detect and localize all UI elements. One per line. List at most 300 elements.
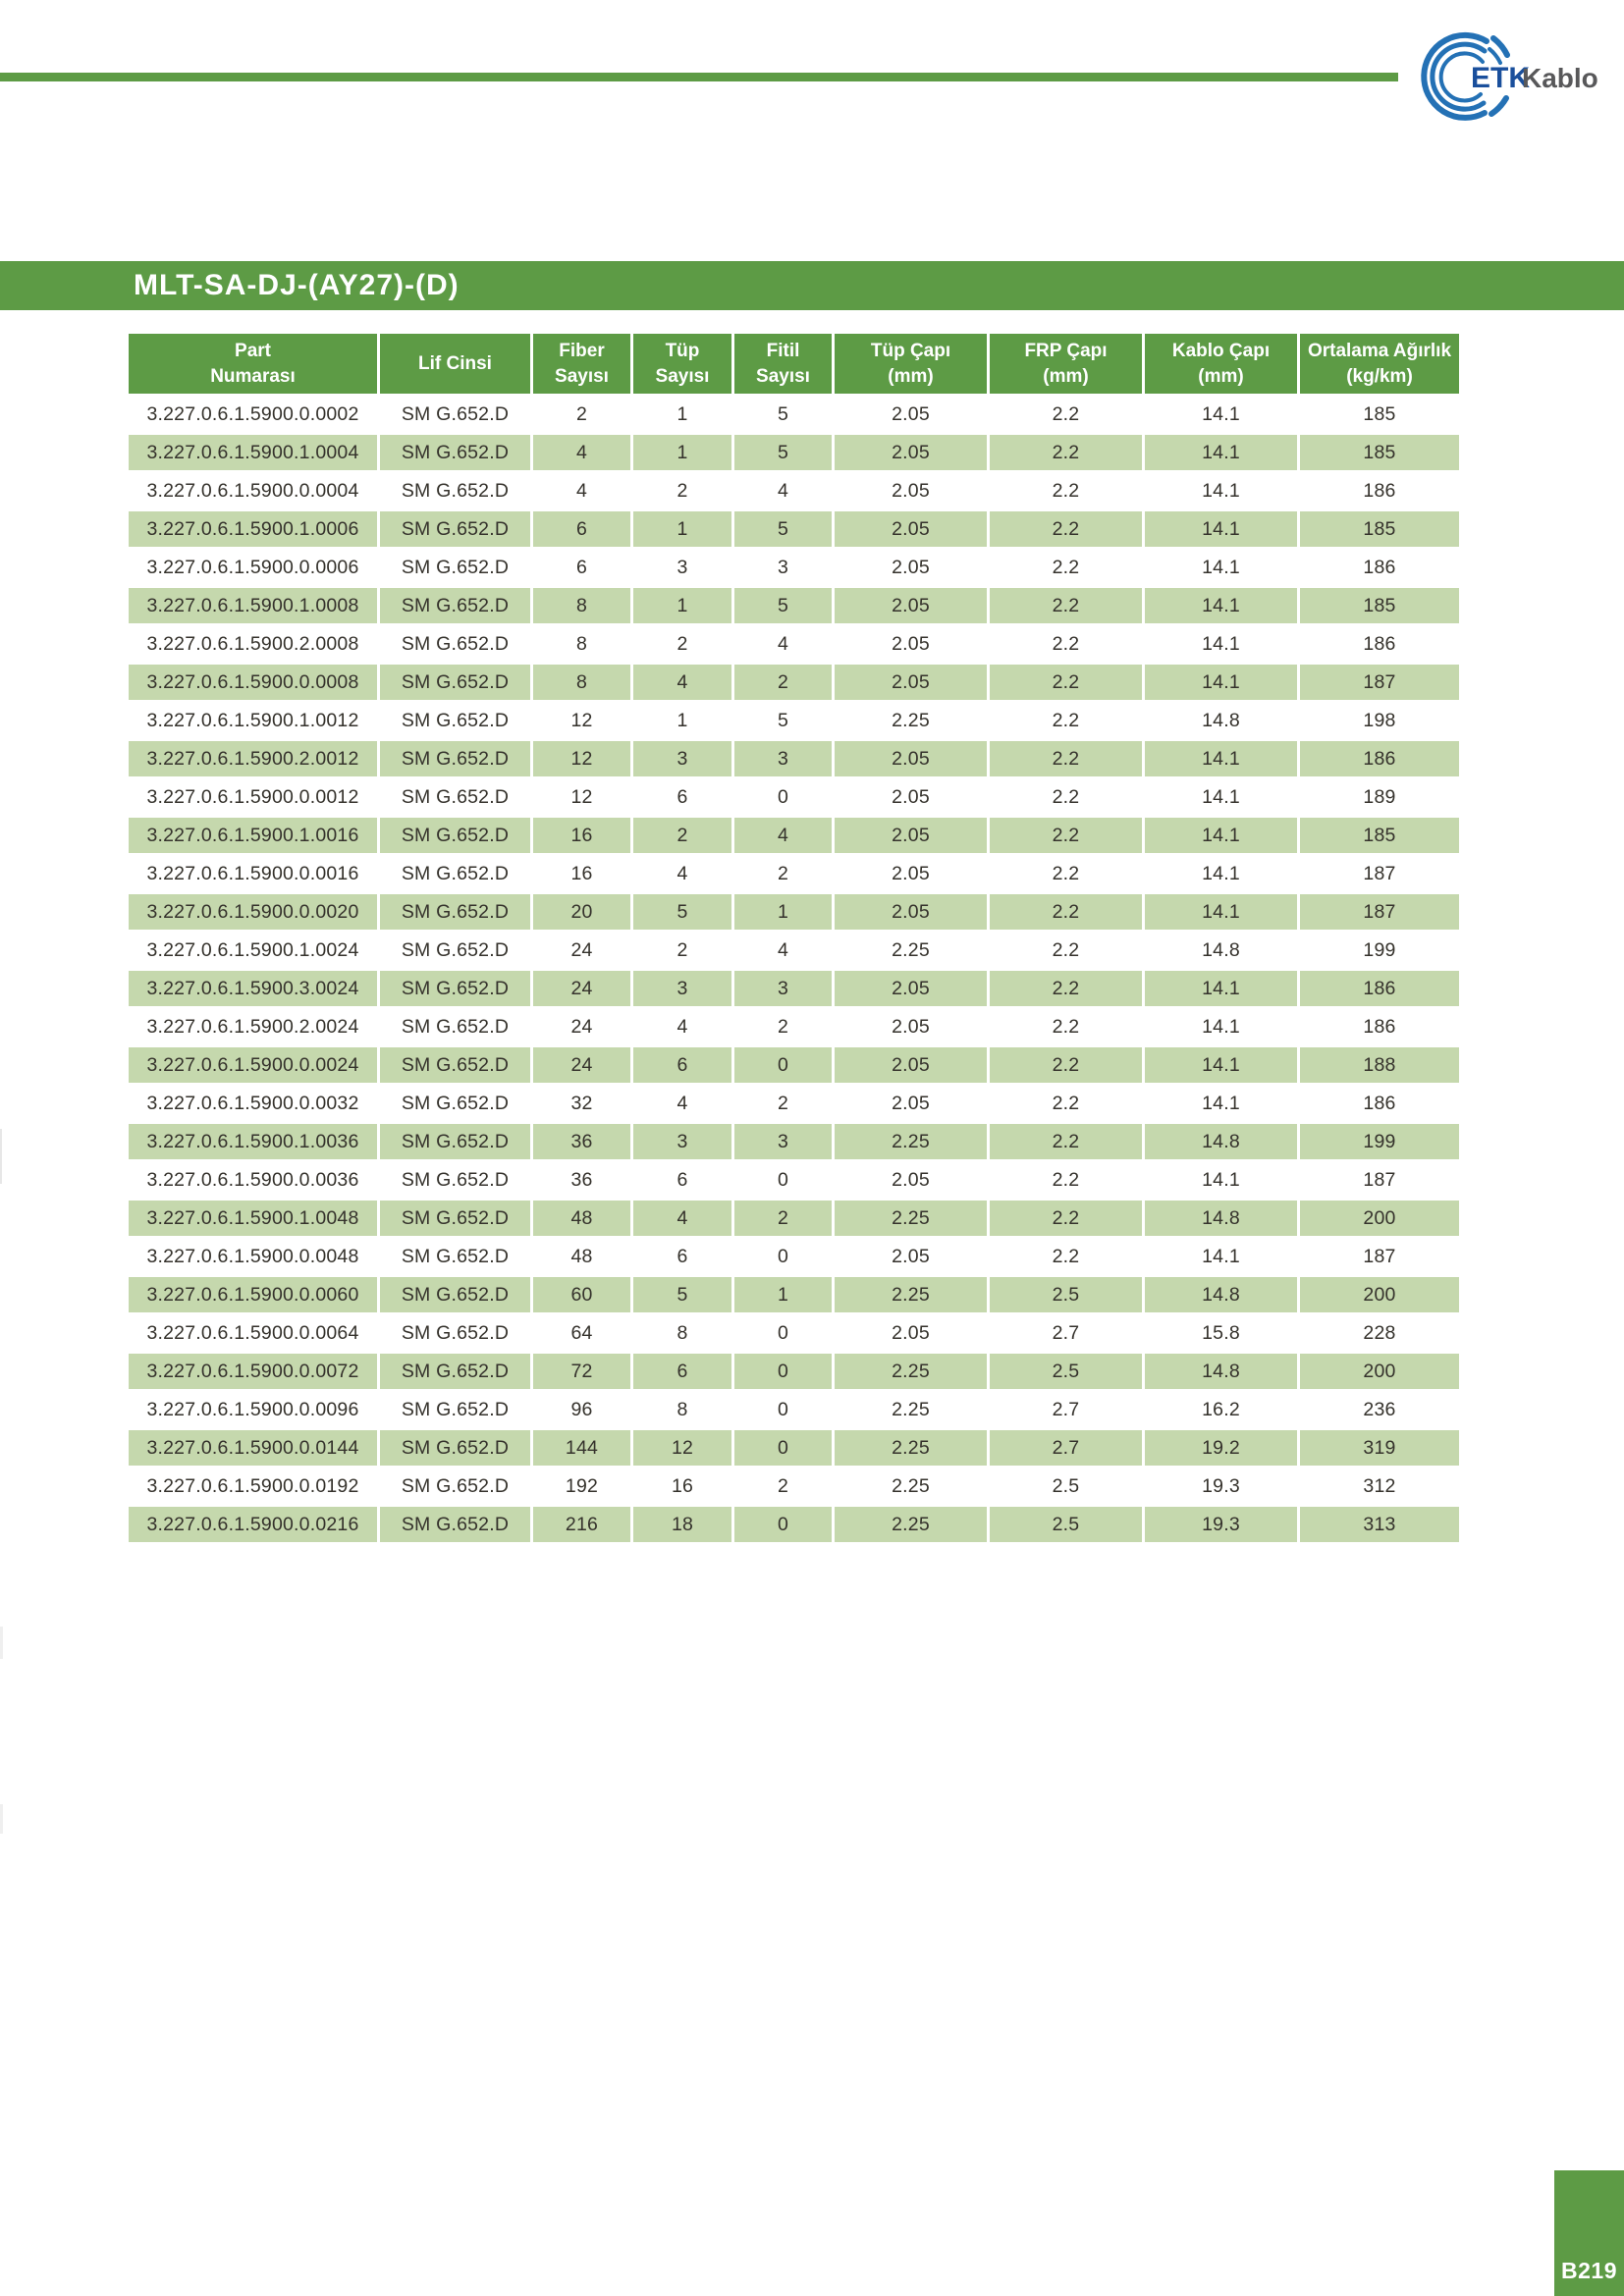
header-row: [129, 334, 1459, 394]
table-row: [129, 511, 1459, 547]
value-cell: 14.1: [1145, 626, 1297, 662]
value-cell: 24: [533, 971, 630, 1006]
part-number-cell: 3.227.0.6.1.5900.0.0060: [129, 1277, 377, 1312]
value-cell: SM G.652.D: [380, 703, 530, 738]
value-cell: 6: [633, 779, 731, 815]
value-cell: 2.25: [835, 1430, 987, 1466]
value-cell: 14.8: [1145, 1354, 1297, 1389]
part-number-cell: 3.227.0.6.1.5900.0.0036: [129, 1162, 377, 1198]
value-cell: 228: [1300, 1315, 1459, 1351]
value-cell: 2.5: [990, 1354, 1142, 1389]
value-cell: 4: [734, 933, 832, 968]
value-cell: 187: [1300, 1239, 1459, 1274]
value-cell: SM G.652.D: [380, 779, 530, 815]
value-cell: 4: [734, 626, 832, 662]
page-number-tab: [1554, 2170, 1624, 2296]
table-row: [129, 473, 1459, 508]
value-cell: SM G.652.D: [380, 1201, 530, 1236]
table-row: [129, 1086, 1459, 1121]
value-cell: 2.7: [990, 1315, 1142, 1351]
company-logo: [1412, 26, 1613, 130]
value-cell: 187: [1300, 665, 1459, 700]
value-cell: 2.25: [835, 1468, 987, 1504]
value-cell: 5: [734, 588, 832, 623]
value-cell: SM G.652.D: [380, 1086, 530, 1121]
value-cell: SM G.652.D: [380, 971, 530, 1006]
table-row: [129, 588, 1459, 623]
value-cell: 12: [633, 1430, 731, 1466]
value-cell: 14.1: [1145, 779, 1297, 815]
value-cell: 2.2: [990, 550, 1142, 585]
table-row: [129, 626, 1459, 662]
value-cell: 19.2: [1145, 1430, 1297, 1466]
value-cell: 199: [1300, 1124, 1459, 1159]
value-cell: 236: [1300, 1392, 1459, 1427]
value-cell: 187: [1300, 856, 1459, 891]
value-cell: 2.05: [835, 818, 987, 853]
value-cell: 60: [533, 1277, 630, 1312]
logo-swirl-icon: [1412, 26, 1613, 130]
value-cell: 2.05: [835, 397, 987, 432]
value-cell: 2: [633, 933, 731, 968]
value-cell: 6: [633, 1239, 731, 1274]
value-cell: 19.3: [1145, 1507, 1297, 1542]
column-header-frp_capi_mm: FRP Çapı (mm): [990, 334, 1142, 394]
value-cell: 5: [734, 511, 832, 547]
value-cell: 2.7: [990, 1392, 1142, 1427]
part-number-cell: 3.227.0.6.1.5900.0.0048: [129, 1239, 377, 1274]
value-cell: 0: [734, 779, 832, 815]
value-cell: SM G.652.D: [380, 435, 530, 470]
value-cell: 186: [1300, 1086, 1459, 1121]
logo-text-primary: ETK: [1471, 62, 1530, 94]
part-number-cell: 3.227.0.6.1.5900.0.0096: [129, 1392, 377, 1427]
page-number: B219: [1561, 2258, 1617, 2283]
value-cell: SM G.652.D: [380, 1392, 530, 1427]
value-cell: SM G.652.D: [380, 933, 530, 968]
value-cell: 2: [734, 1009, 832, 1044]
spec-table-header: [129, 334, 1459, 394]
value-cell: SM G.652.D: [380, 626, 530, 662]
value-cell: SM G.652.D: [380, 1162, 530, 1198]
table-row: [129, 1201, 1459, 1236]
value-cell: 36: [533, 1162, 630, 1198]
value-cell: 2.2: [990, 779, 1142, 815]
value-cell: 2.05: [835, 894, 987, 930]
spec-table: [126, 331, 1462, 1545]
value-cell: 5: [633, 894, 731, 930]
column-header-tup_capi_mm: Tüp Çapı (mm): [835, 334, 987, 394]
table-row: [129, 1124, 1459, 1159]
value-cell: 16.2: [1145, 1392, 1297, 1427]
value-cell: 2.05: [835, 1315, 987, 1351]
table-row: [129, 971, 1459, 1006]
value-cell: 36: [533, 1124, 630, 1159]
value-cell: 32: [533, 1086, 630, 1121]
part-number-cell: 3.227.0.6.1.5900.1.0036: [129, 1124, 377, 1159]
value-cell: 2.2: [990, 741, 1142, 776]
value-cell: SM G.652.D: [380, 1124, 530, 1159]
value-cell: SM G.652.D: [380, 1354, 530, 1389]
value-cell: 24: [533, 1009, 630, 1044]
logo-text-secondary: Kablo: [1522, 63, 1598, 93]
value-cell: 2.25: [835, 1507, 987, 1542]
part-number-cell: 3.227.0.6.1.5900.1.0012: [129, 703, 377, 738]
value-cell: 14.1: [1145, 588, 1297, 623]
value-cell: 2.2: [990, 933, 1142, 968]
value-cell: 14.8: [1145, 1277, 1297, 1312]
value-cell: 2.25: [835, 703, 987, 738]
part-number-cell: 3.227.0.6.1.5900.0.0006: [129, 550, 377, 585]
value-cell: SM G.652.D: [380, 588, 530, 623]
part-number-cell: 3.227.0.6.1.5900.0.0144: [129, 1430, 377, 1466]
value-cell: 14.1: [1145, 665, 1297, 700]
value-cell: SM G.652.D: [380, 550, 530, 585]
value-cell: 14.1: [1145, 1162, 1297, 1198]
value-cell: 4: [533, 473, 630, 508]
value-cell: 0: [734, 1392, 832, 1427]
part-number-cell: 3.227.0.6.1.5900.0.0008: [129, 665, 377, 700]
part-number-cell: 3.227.0.6.1.5900.3.0024: [129, 971, 377, 1006]
value-cell: SM G.652.D: [380, 665, 530, 700]
value-cell: 185: [1300, 818, 1459, 853]
table-row: [129, 741, 1459, 776]
value-cell: 2.2: [990, 435, 1142, 470]
table-row: [129, 550, 1459, 585]
part-number-cell: 3.227.0.6.1.5900.0.0192: [129, 1468, 377, 1504]
value-cell: 14.1: [1145, 550, 1297, 585]
value-cell: 319: [1300, 1430, 1459, 1466]
value-cell: 4: [734, 473, 832, 508]
part-number-cell: 3.227.0.6.1.5900.0.0004: [129, 473, 377, 508]
value-cell: 2: [633, 818, 731, 853]
value-cell: 14.8: [1145, 703, 1297, 738]
value-cell: 14.1: [1145, 971, 1297, 1006]
value-cell: 1: [633, 703, 731, 738]
value-cell: 2.05: [835, 741, 987, 776]
value-cell: 24: [533, 933, 630, 968]
value-cell: 3: [734, 971, 832, 1006]
value-cell: 0: [734, 1047, 832, 1083]
value-cell: 5: [633, 1277, 731, 1312]
value-cell: 14.1: [1145, 856, 1297, 891]
table-row: [129, 1239, 1459, 1274]
table-row: [129, 1047, 1459, 1083]
value-cell: 2.05: [835, 550, 987, 585]
value-cell: 14.1: [1145, 1047, 1297, 1083]
column-header-fitil_sayisi: Fitil Sayısı: [734, 334, 832, 394]
value-cell: 185: [1300, 588, 1459, 623]
value-cell: 48: [533, 1201, 630, 1236]
part-number-cell: 3.227.0.6.1.5900.1.0016: [129, 818, 377, 853]
value-cell: 18: [633, 1507, 731, 1542]
value-cell: 2.2: [990, 626, 1142, 662]
value-cell: SM G.652.D: [380, 1239, 530, 1274]
value-cell: SM G.652.D: [380, 1047, 530, 1083]
value-cell: 2: [734, 1086, 832, 1121]
value-cell: 2.25: [835, 1392, 987, 1427]
value-cell: 1: [633, 435, 731, 470]
table-row: [129, 397, 1459, 432]
value-cell: 2.05: [835, 665, 987, 700]
value-cell: 14.1: [1145, 1009, 1297, 1044]
part-number-cell: 3.227.0.6.1.5900.1.0024: [129, 933, 377, 968]
value-cell: 2.05: [835, 1239, 987, 1274]
part-number-cell: 3.227.0.6.1.5900.1.0004: [129, 435, 377, 470]
table-row: [129, 1468, 1459, 1504]
value-cell: 2: [633, 473, 731, 508]
part-number-cell: 3.227.0.6.1.5900.0.0012: [129, 779, 377, 815]
value-cell: 2.7: [990, 1430, 1142, 1466]
value-cell: 14.1: [1145, 741, 1297, 776]
value-cell: 2.05: [835, 588, 987, 623]
part-number-cell: 3.227.0.6.1.5900.1.0048: [129, 1201, 377, 1236]
value-cell: 4: [633, 856, 731, 891]
value-cell: SM G.652.D: [380, 1468, 530, 1504]
value-cell: 2.2: [990, 894, 1142, 930]
page-title: MLT-SA-DJ-(AY27)-(D): [134, 269, 460, 301]
value-cell: 4: [633, 1009, 731, 1044]
value-cell: SM G.652.D: [380, 1507, 530, 1542]
value-cell: 14.8: [1145, 933, 1297, 968]
value-cell: 2.2: [990, 971, 1142, 1006]
value-cell: 2.2: [990, 1239, 1142, 1274]
value-cell: 2.2: [990, 588, 1142, 623]
page-edge-artifact: [0, 1129, 2, 1184]
value-cell: 4: [633, 665, 731, 700]
value-cell: 3: [734, 1124, 832, 1159]
value-cell: 0: [734, 1315, 832, 1351]
value-cell: 2.05: [835, 1086, 987, 1121]
value-cell: 2: [734, 665, 832, 700]
value-cell: 3: [633, 741, 731, 776]
value-cell: 185: [1300, 397, 1459, 432]
value-cell: SM G.652.D: [380, 1009, 530, 1044]
table-row: [129, 856, 1459, 891]
value-cell: 1: [633, 588, 731, 623]
value-cell: 24: [533, 1047, 630, 1083]
value-cell: 2.05: [835, 435, 987, 470]
value-cell: 216: [533, 1507, 630, 1542]
part-number-cell: 3.227.0.6.1.5900.0.0216: [129, 1507, 377, 1542]
table-row: [129, 818, 1459, 853]
table-row: [129, 1354, 1459, 1389]
value-cell: 14.8: [1145, 1201, 1297, 1236]
value-cell: 0: [734, 1354, 832, 1389]
value-cell: 2.05: [835, 779, 987, 815]
value-cell: 200: [1300, 1277, 1459, 1312]
part-number-cell: 3.227.0.6.1.5900.0.0032: [129, 1086, 377, 1121]
value-cell: SM G.652.D: [380, 856, 530, 891]
value-cell: 6: [633, 1354, 731, 1389]
value-cell: 199: [1300, 933, 1459, 968]
column-header-fiber_sayisi: Fiber Sayısı: [533, 334, 630, 394]
part-number-cell: 3.227.0.6.1.5900.2.0024: [129, 1009, 377, 1044]
value-cell: 185: [1300, 435, 1459, 470]
value-cell: 5: [734, 435, 832, 470]
value-cell: 186: [1300, 550, 1459, 585]
value-cell: SM G.652.D: [380, 473, 530, 508]
value-cell: 187: [1300, 894, 1459, 930]
value-cell: SM G.652.D: [380, 894, 530, 930]
part-number-cell: 3.227.0.6.1.5900.2.0008: [129, 626, 377, 662]
part-number-cell: 3.227.0.6.1.5900.0.0072: [129, 1354, 377, 1389]
table-row: [129, 1162, 1459, 1198]
part-number-cell: 3.227.0.6.1.5900.0.0064: [129, 1315, 377, 1351]
value-cell: 5: [734, 703, 832, 738]
value-cell: 192: [533, 1468, 630, 1504]
value-cell: 200: [1300, 1354, 1459, 1389]
value-cell: 2.25: [835, 1354, 987, 1389]
value-cell: 6: [633, 1047, 731, 1083]
table-row: [129, 1430, 1459, 1466]
value-cell: 188: [1300, 1047, 1459, 1083]
value-cell: 2.05: [835, 1009, 987, 1044]
table-row: [129, 1315, 1459, 1351]
value-cell: 2: [734, 1201, 832, 1236]
value-cell: 185: [1300, 511, 1459, 547]
value-cell: 1: [633, 511, 731, 547]
column-header-lif_cinsi: Lif Cinsi: [380, 334, 530, 394]
value-cell: SM G.652.D: [380, 1315, 530, 1351]
table-row: [129, 435, 1459, 470]
value-cell: 8: [533, 626, 630, 662]
value-cell: 12: [533, 703, 630, 738]
value-cell: 4: [633, 1201, 731, 1236]
value-cell: 6: [633, 1162, 731, 1198]
value-cell: 2: [533, 397, 630, 432]
value-cell: 2.2: [990, 703, 1142, 738]
value-cell: 2: [734, 856, 832, 891]
value-cell: 48: [533, 1239, 630, 1274]
value-cell: 189: [1300, 779, 1459, 815]
value-cell: 14.1: [1145, 818, 1297, 853]
column-header-part_numarasi: Part Numarası: [129, 334, 377, 394]
value-cell: 2: [633, 626, 731, 662]
value-cell: 3: [734, 741, 832, 776]
value-cell: 14.1: [1145, 894, 1297, 930]
value-cell: 1: [734, 1277, 832, 1312]
column-header-tup_sayisi: Tüp Sayısı: [633, 334, 731, 394]
part-number-cell: 3.227.0.6.1.5900.0.0002: [129, 397, 377, 432]
value-cell: 2: [734, 1468, 832, 1504]
spec-table-body: [129, 397, 1459, 1542]
value-cell: 14.1: [1145, 473, 1297, 508]
table-row: [129, 1009, 1459, 1044]
value-cell: 64: [533, 1315, 630, 1351]
value-cell: 96: [533, 1392, 630, 1427]
value-cell: 144: [533, 1430, 630, 1466]
value-cell: 313: [1300, 1507, 1459, 1542]
value-cell: 0: [734, 1162, 832, 1198]
value-cell: 16: [533, 818, 630, 853]
value-cell: SM G.652.D: [380, 818, 530, 853]
value-cell: 2.2: [990, 856, 1142, 891]
value-cell: SM G.652.D: [380, 1277, 530, 1312]
table-row: [129, 894, 1459, 930]
value-cell: 2.2: [990, 1124, 1142, 1159]
product-title-banner: [0, 261, 1624, 310]
table-row: [129, 1507, 1459, 1542]
value-cell: 8: [633, 1315, 731, 1351]
value-cell: 2.2: [990, 1201, 1142, 1236]
value-cell: 14.1: [1145, 397, 1297, 432]
value-cell: 2.2: [990, 397, 1142, 432]
value-cell: 2.05: [835, 856, 987, 891]
value-cell: 3: [633, 550, 731, 585]
value-cell: 0: [734, 1507, 832, 1542]
value-cell: 19.3: [1145, 1468, 1297, 1504]
value-cell: 186: [1300, 971, 1459, 1006]
value-cell: 14.1: [1145, 511, 1297, 547]
table-row: [129, 1392, 1459, 1427]
table-row: [129, 779, 1459, 815]
value-cell: SM G.652.D: [380, 397, 530, 432]
value-cell: 2.2: [990, 1009, 1142, 1044]
value-cell: SM G.652.D: [380, 741, 530, 776]
value-cell: 2.25: [835, 933, 987, 968]
value-cell: 2.05: [835, 971, 987, 1006]
table-row: [129, 665, 1459, 700]
value-cell: 15.8: [1145, 1315, 1297, 1351]
value-cell: 8: [533, 588, 630, 623]
part-number-cell: 3.227.0.6.1.5900.1.0008: [129, 588, 377, 623]
value-cell: 187: [1300, 1162, 1459, 1198]
value-cell: 72: [533, 1354, 630, 1389]
value-cell: 8: [633, 1392, 731, 1427]
page-edge-artifact: [0, 1627, 3, 1659]
value-cell: 14.1: [1145, 435, 1297, 470]
table-row: [129, 1277, 1459, 1312]
value-cell: 2.25: [835, 1124, 987, 1159]
value-cell: 2.2: [990, 1086, 1142, 1121]
value-cell: SM G.652.D: [380, 1430, 530, 1466]
value-cell: 1: [633, 397, 731, 432]
value-cell: 198: [1300, 703, 1459, 738]
value-cell: 12: [533, 741, 630, 776]
value-cell: 186: [1300, 626, 1459, 662]
value-cell: 2.05: [835, 1162, 987, 1198]
value-cell: 2.2: [990, 818, 1142, 853]
value-cell: 312: [1300, 1468, 1459, 1504]
part-number-cell: 3.227.0.6.1.5900.0.0020: [129, 894, 377, 930]
value-cell: 4: [734, 818, 832, 853]
value-cell: 14.1: [1145, 1239, 1297, 1274]
part-number-cell: 3.227.0.6.1.5900.0.0024: [129, 1047, 377, 1083]
part-number-cell: 3.227.0.6.1.5900.0.0016: [129, 856, 377, 891]
value-cell: 0: [734, 1239, 832, 1274]
value-cell: 14.1: [1145, 1086, 1297, 1121]
value-cell: 2.2: [990, 511, 1142, 547]
value-cell: 186: [1300, 1009, 1459, 1044]
value-cell: 2.25: [835, 1277, 987, 1312]
column-header-kablo_capi_mm: Kablo Çapı (mm): [1145, 334, 1297, 394]
table-row: [129, 933, 1459, 968]
value-cell: 16: [633, 1468, 731, 1504]
value-cell: 8: [533, 665, 630, 700]
value-cell: 2.2: [990, 473, 1142, 508]
value-cell: 4: [533, 435, 630, 470]
value-cell: 186: [1300, 741, 1459, 776]
value-cell: SM G.652.D: [380, 511, 530, 547]
value-cell: 2.5: [990, 1468, 1142, 1504]
value-cell: 1: [734, 894, 832, 930]
table-row: [129, 703, 1459, 738]
value-cell: 200: [1300, 1201, 1459, 1236]
value-cell: 2.2: [990, 665, 1142, 700]
value-cell: 3: [633, 971, 731, 1006]
value-cell: 2.05: [835, 626, 987, 662]
